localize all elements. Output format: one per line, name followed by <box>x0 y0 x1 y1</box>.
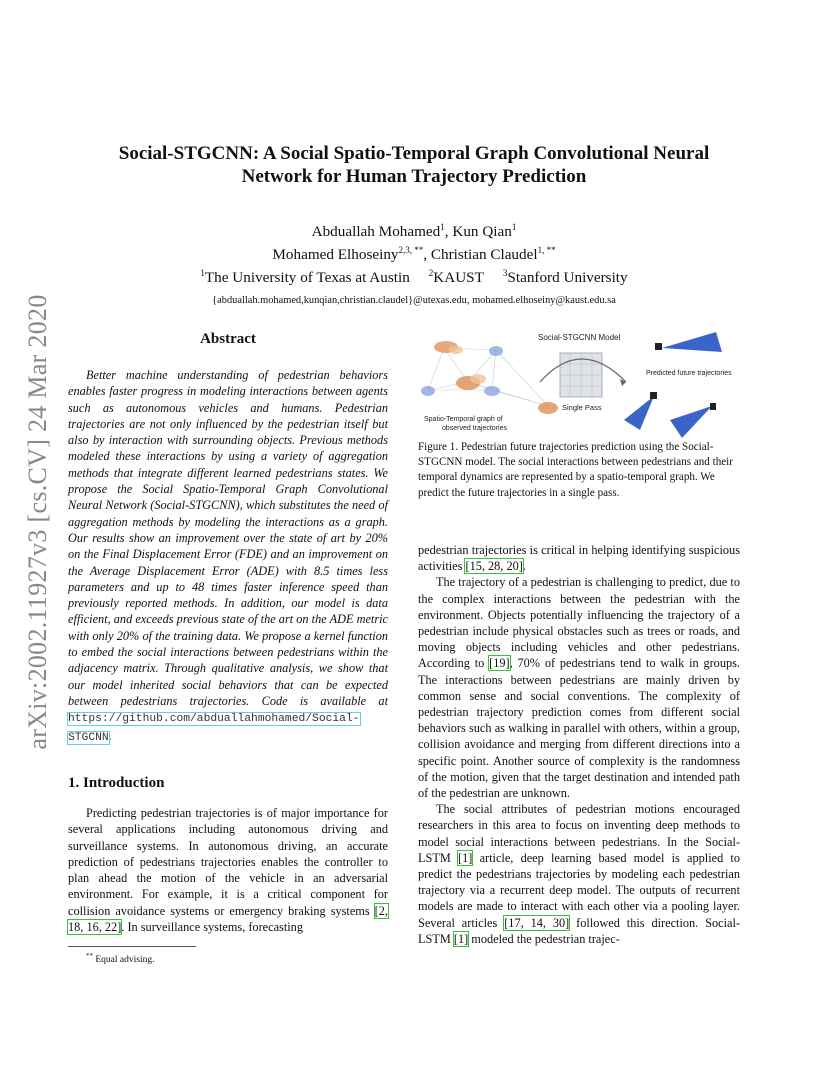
authors-line-1 <box>60 218 768 241</box>
title-line-1: Social-STGCNN: A Social Spatio-Temporal Graph Convolutional Neural <box>118 143 710 164</box>
paragraph-text: . <box>522 559 526 574</box>
observed-graph <box>421 341 558 432</box>
figure-1 <box>418 326 740 438</box>
paragraph-text: The social attributes of pedestrian motions encouraged researchers in this area to focus on inventing deep methods to model social interactions between pedestrians. In the Social-LSTM <box>418 802 740 865</box>
footnote-rule <box>68 946 196 947</box>
footnote <box>86 952 154 965</box>
figure-caption: Figure 1. Pedestrian future trajectories prediction using the Social-STGCNN model. The social interactions between pedestrians and their temporal dynamics are represented by a spatio-temporal graph. We predict the future trajectories in a single pass. <box>418 441 733 499</box>
predicted-trajectories <box>624 332 732 438</box>
abstract-heading: Abstract <box>200 331 256 347</box>
paragraph <box>418 574 740 801</box>
paragraph-text: , 70% of pedestrians tend to walk in groups. The interactions between pedestrians are mainly driven by common sense and social conventions. The complexity of pedestrian trajectory prediction comes from different social behaviors such as walking in parallel with others, within a group, collision avoidance and merging from different directions into a specific point. Another source of complexity is the randomness of the motion, given that the target destination and intended path of the pedestrian are unknown. <box>418 656 740 801</box>
author-name: , Christian Claudel <box>423 246 538 264</box>
paragraph <box>418 542 740 574</box>
author-block <box>60 218 768 310</box>
code-link[interactable]: https://github.com/abduallahmohamed/Social-STGCNN <box>68 713 360 744</box>
graph-label: Spatio-Temporal graph of <box>424 416 503 423</box>
affiliation-mark: 1, ** <box>537 245 556 256</box>
affiliation-mark: 1 <box>200 268 205 279</box>
paragraph-text: followed this direction. Social-LSTM <box>418 915 740 946</box>
section-heading-introduction: 1. Introduction <box>68 775 165 791</box>
title-line-2: Network for Human Trajectory Prediction <box>241 166 587 187</box>
affiliation: The University of Texas at Austin <box>204 269 410 287</box>
arxiv-side-stamp: arXiv:2002.11927v3 [cs.CV] 24 Mar 2020 <box>23 294 52 750</box>
affiliation-mark: 2 <box>428 268 434 279</box>
affiliation-mark: 3 <box>502 268 508 279</box>
predicted-label: Predicted future trajectories <box>646 370 732 377</box>
abstract-text <box>68 367 388 746</box>
intro-paragraph <box>68 805 388 935</box>
model-box <box>538 333 626 412</box>
single-pass-label: Single Pass <box>562 403 602 412</box>
abstract-paragraph: Better machine understanding of pedestrian behaviors enables faster progress in modeling interactions between agents such as autonomous vehicles and humans. Pedestrian trajectories are not only influenced by the pedestrian itself but also by interaction with surrounding objects. Previous methods modeled these interactions by using a variety of aggregation methods that integrate different learned pedestrians states. We propose the Social Spatio-Temporal Graph Convolutional Neural Network (Social-STGCNN), which substitutes the need of aggregation methods by modeling the interactions as a graph. Our results show an improvement over the state of art by 20% on the Final Displacement Error (FDE) and an improvement on the Average Displacement Error (ADE) with 8.5 times less parameters and up to 48 times faster inference speed than previously reported methods. In addition, our model is data efficient, and exceeds previous state of the art on the ADE metric with only 20% of the training data. We propose a kernel function to embed the social interactions between pedestrians within the adjacency matrix. Through qualitative analysis, we show that our model inherited social behaviors that can be expected between pedestrians trajectories. Code is available at <box>68 368 388 708</box>
paper-title <box>60 142 768 188</box>
footnote-text: Equal advising. <box>93 955 155 966</box>
author-emails: {abduallah.mohamed,kunqian,christian.claudel}@utexas.edu, mohamed.elhoseiny@kaust.edu.sa <box>212 295 616 307</box>
citation-link[interactable]: [1] <box>453 931 469 946</box>
citation-link[interactable]: [1] <box>458 850 473 865</box>
paragraph-text: article, deep learning based model is applied to predict the pedestrians trajectories by modeling each pedestrian trajectory via a recurrent deep model. The outputs of recurrent models are made to interact with each other via a pooling layer. Several articles <box>418 850 740 930</box>
citation-link[interactable]: [19] <box>489 656 510 671</box>
author-name: Mohamed Elhoseiny <box>272 246 399 264</box>
affiliation: KAUST <box>433 269 484 287</box>
affiliation-mark: 1 <box>511 222 517 232</box>
intro-text: . In surveillance systems, forecasting <box>121 920 303 935</box>
affiliation: Stanford University <box>507 269 628 287</box>
affiliation-mark: 2,3, ** <box>398 245 424 256</box>
authors-line-2 <box>60 241 768 264</box>
model-label: Social-STGCNN Model <box>538 333 621 342</box>
citation-link[interactable]: [15, 28, 20] <box>465 559 523 574</box>
paragraph-text: modeled the pedestrian trajec- <box>468 931 620 946</box>
affiliations-line <box>60 264 768 287</box>
intro-continued <box>418 542 740 947</box>
affiliation-mark: 1 <box>440 222 445 232</box>
author-name: , Kun Qian <box>444 223 512 241</box>
footnote-mark: ** <box>86 952 93 960</box>
graph-label: observed trajectories <box>442 425 507 432</box>
paragraph-text: The trajectory of a pedestrian is challenging to predict, due to the complex interactions between the pedestrian with the environment. Objects potentially influencing the trajectory of a pedestrian include physical obstacles such as trees or roads, and moving objects including vehicles and other pedestrians. According to <box>418 575 740 671</box>
intro-text: Predicting pedestrian trajectories is of major importance for several applications including autonomous driving and surveillance systems. In autonomous driving, an accurate prediction of pedestrians trajectories enables the controller to plan ahead the motion of the vehicle in an adversarial environment. For example, it is a critical component for collision avoidance systems or emergency braking systems <box>68 806 388 918</box>
paragraph <box>418 801 740 947</box>
author-name: Abduallah Mohamed <box>311 223 441 241</box>
citation-link[interactable]: [2, 18, 16, 22] <box>68 903 388 935</box>
paragraph-text: pedestrian trajectories is critical in helping identifying suspicious activities <box>418 543 740 574</box>
abstract-end: . <box>108 728 112 743</box>
citation-link[interactable]: [17, 14, 30] <box>504 915 570 930</box>
